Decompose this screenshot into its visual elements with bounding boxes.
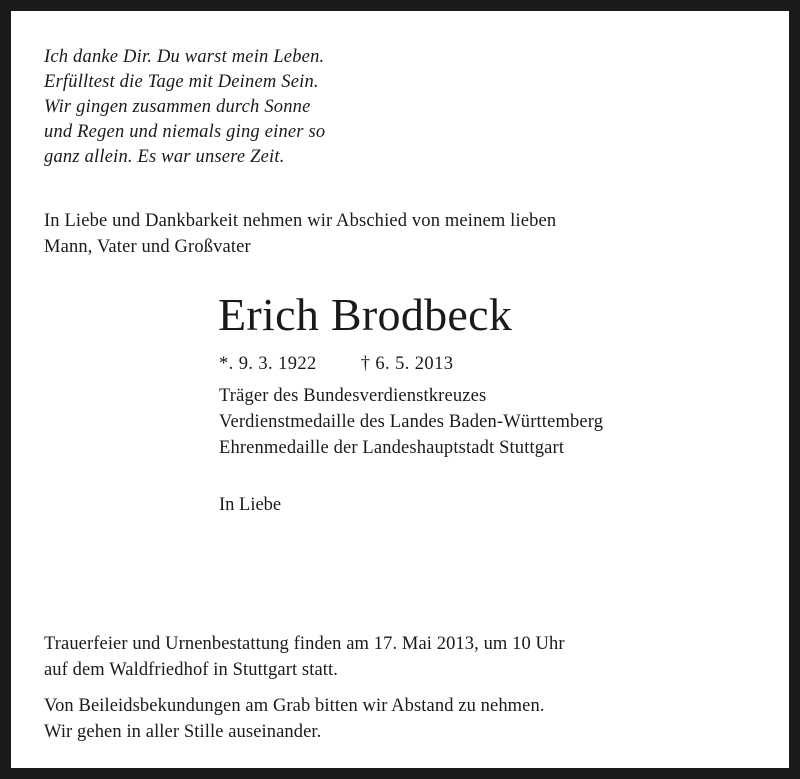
funeral-details [44,631,565,683]
birth-date: *. 9. 3. 1922 [219,354,317,374]
poem-line: ganz allein. Es war unsere Zeit. [44,147,285,167]
poem-line: Wir gingen zusammen durch Sonne [44,97,311,117]
funeral-line: Trauerfeier und Urnenbestattung finden am 17. Mai 2013, um 10 Uhr [44,634,565,654]
honor-item: Träger des Bundesverdienstkreuzes [219,386,487,406]
intro-line: In Liebe und Dankbarkeit nehmen wir Abschied von meinem lieben [44,211,557,231]
death-date: † 6. 5. 2013 [360,354,454,374]
memorial-poem [44,45,325,170]
honors-list [219,383,603,461]
condolence-request [44,693,545,745]
closing-signature: In Liebe [219,495,282,515]
deceased-name: Erich Brodbeck [218,289,513,340]
honor-item: Ehrenmedaille der Landeshauptstadt Stuttgart [219,438,565,458]
condolence-line: Von Beileidsbekundungen am Grab bitten wir Abstand zu nehmen. [44,696,545,716]
farewell-intro [44,208,556,260]
poem-line: und Regen und niemals ging einer so [44,122,326,142]
condolence-line: Wir gehen in aller Stille auseinander. [44,722,322,742]
intro-line: Mann, Vater und Großvater [44,237,251,257]
poem-line: Ich danke Dir. Du warst mein Leben. [44,47,325,67]
poem-line: Erfülltest die Tage mit Deinem Sein. [44,72,319,92]
funeral-line: auf dem Waldfriedhof in Stuttgart statt. [44,660,338,680]
life-dates [219,351,453,377]
honor-item: Verdienstmedaille des Landes Baden-Württemberg [219,412,604,432]
